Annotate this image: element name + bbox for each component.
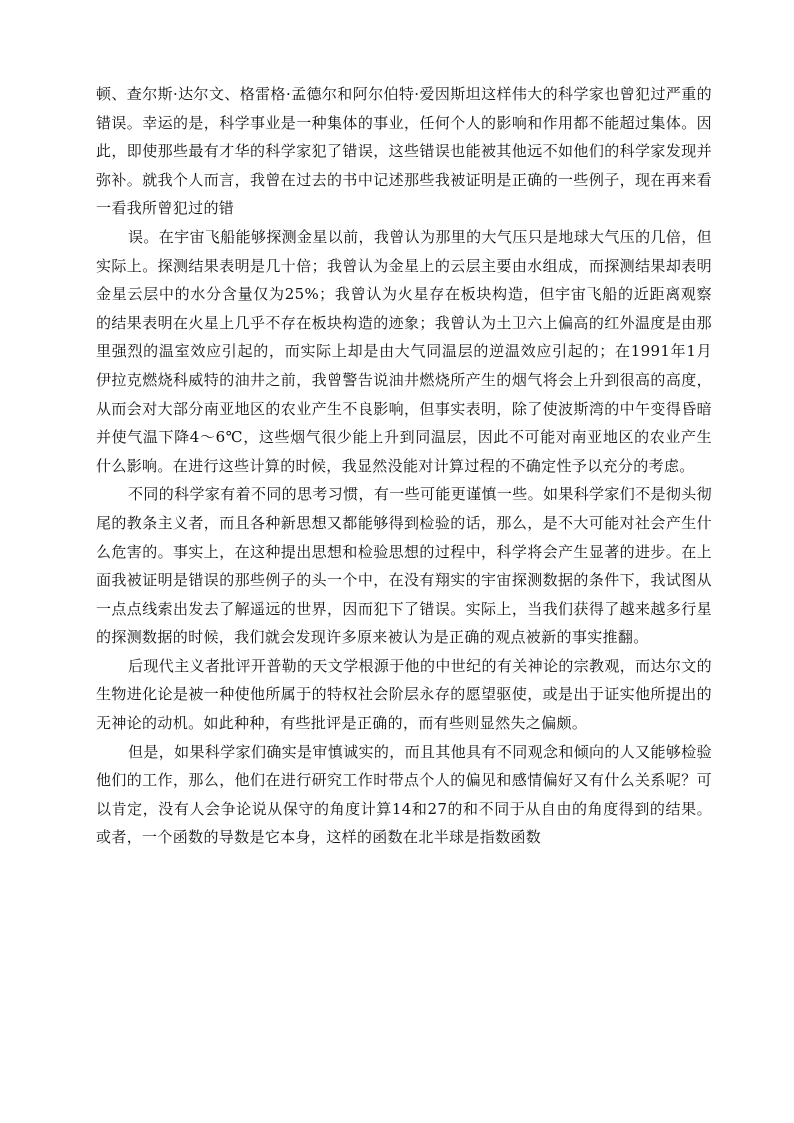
paragraph-3: 不同的科学家有着不同的思考习惯，有一些可能更谨慎一些。如果科学家们不是彻头彻尾的教条主义者，而且各种新思想又都能够得到检验的话，那么，是不大可能对社会产生什么危害的。事实上，在这种提出思想和检验思想的过程中，科学将会产生显著的进步。在上面我被证明是错误的那些例子的头一个中，在没有翔实的宇宙探测数据的条件下，我试图从一点点线索出发去了解遥远的世界，因而犯下了错误。实际上，当我们获得了越来越多行星的探测数据的时候，我们就会发现许多原来被认为是正确的观点被新的事实推翻。 xyxy=(96,485,712,647)
paragraph-5: 但是，如果科学家们确实是审慎诚实的，而且其他具有不同观念和倾向的人又能够检验他们的工作，那么，他们在进行研究工作时带点个人的偏见和感情偏好又有什么关系呢？可以肯定，没有人会争论说从保守的角度计算14和27的和不同于从自由的角度得到的结果。或者，一个函数的导数是它本身，这样的函数在北半球是指数函数 xyxy=(96,742,712,847)
document-body xyxy=(96,80,712,852)
paragraph-1: 顿、查尔斯·达尔文、格雷格·孟德尔和阿尔伯特·爱因斯坦这样伟大的科学家也曾犯过严重的错误。幸运的是，科学事业是一种集体的事业，任何个人的影响和作用都不能超过集体。因此，即使那些最有才华的科学家犯了错误，这些错误也能被其他远不如他们的科学家发现并弥补。就我个人而言，我曾在过去的书中记述那些我被证明是正确的一些例子，现在再来看一看我所曾犯过的错 xyxy=(96,85,712,218)
paragraph-4: 后现代主义者批评开普勒的天文学根源于他的中世纪的有关神论的宗教观，而达尔文的生物进化论是被一种使他所属于的特权社会阶层永存的愿望驱使，或是出于证实他所提出的无神论的动机。如此种种，有些批评是正确的，而有些则显然失之偏颇。 xyxy=(96,656,712,733)
paragraph-2: 误。在宇宙飞船能够探测金星以前，我曾认为那里的大气压只是地球大气压的几倍，但实际上。探测结果表明是几十倍；我曾认为金星上的云层主要由水组成，而探测结果却表明金星云层中的水分含量仅为25%；我曾认为火星存在板块构造，但宇宙飞船的近距离观察的结果表明在火星上几乎不存在板块构造的迹象；我曾认为土卫六上偏高的红外温度是由那里强烈的温室效应引起的，而实际上却是由大气同温层的逆温效应引起的；在1991年1月伊拉克燃烧科威特的油井之前，我曾警告说油井燃烧所产生的烟气将会上升到很高的高度，从而会对大部分南亚地区的农业产生不良影响，但事实表明，除了使波斯湾的中午变得昏暗并使气温下降4～6℃，这些烟气很少能上升到同温层，因此不可能对南亚地区的农业产生什么影响。在进行这些计算的时候，我显然没能对计算过程的不确定性予以充分的考虑。 xyxy=(96,227,712,475)
